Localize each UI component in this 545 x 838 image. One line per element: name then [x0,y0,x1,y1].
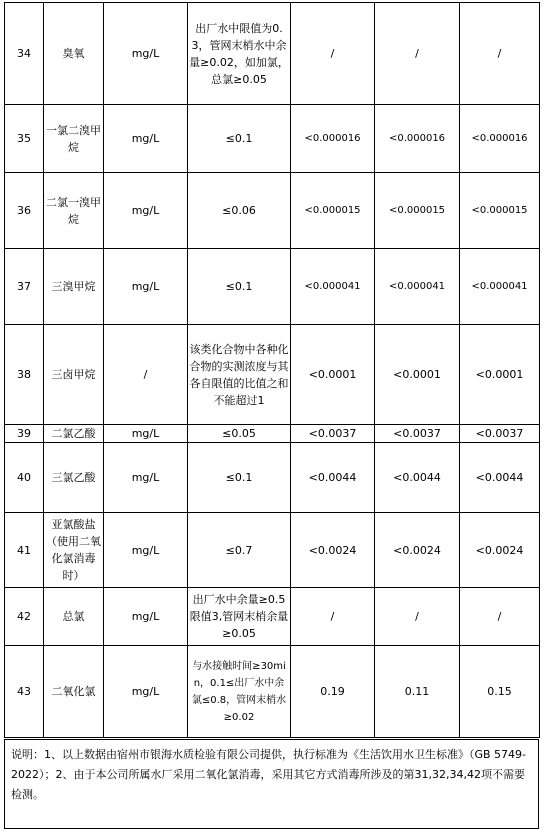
result-1: <0.000015 [291,173,375,249]
unit: mg/L [104,425,188,443]
result-1: / [291,588,375,646]
row-number: 38 [5,325,44,425]
result-2: <0.0044 [375,443,460,513]
item-name: 亚氯酸盐（使用二氧化氯消毒时） [44,513,104,588]
result-1: 0.19 [291,646,375,738]
water-quality-table [4,2,540,738]
table-row [5,588,540,646]
result-2: <0.000041 [375,249,460,325]
result-1: <0.0024 [291,513,375,588]
row-number: 35 [5,105,44,173]
limit-value: 与水接触时间≥30min，0.1≤出厂水中余氯≤0.8，管网末梢水≥0.02 [188,646,291,738]
result-2: <0.0001 [375,325,460,425]
result-3: <0.0001 [460,325,540,425]
result-3: <0.000041 [460,249,540,325]
unit: mg/L [104,588,188,646]
table-row [5,3,540,105]
limit-value: ≤0.1 [188,105,291,173]
row-number: 34 [5,3,44,105]
unit: mg/L [104,173,188,249]
result-3: <0.0024 [460,513,540,588]
row-number: 39 [5,425,44,443]
result-1: / [291,3,375,105]
result-3: <0.0044 [460,443,540,513]
item-name: 二氧化氯 [44,646,104,738]
item-name: 臭氧 [44,3,104,105]
result-2: <0.0024 [375,513,460,588]
result-3: / [460,3,540,105]
table-row [5,249,540,325]
table-row [5,325,540,425]
row-number: 40 [5,443,44,513]
table-row [5,105,540,173]
unit: mg/L [104,3,188,105]
row-number: 43 [5,646,44,738]
item-name: 一氯二溴甲烷 [44,105,104,173]
limit-value: ≤0.05 [188,425,291,443]
item-name: 三卤甲烷 [44,325,104,425]
footnote: 说明：1、以上数据由宿州市银海水质检验有限公司提供，执行标准为《生活饮用水卫生标准》（GB 5749-2022）；2、由于本公司所属水厂采用二氧化氯消毒，采用其它方式消毒所涉及的第31,32,34,42项不需要检测。 [4,739,539,829]
unit: mg/L [104,443,188,513]
unit: mg/L [104,646,188,738]
result-3: / [460,588,540,646]
limit-value: ≤0.7 [188,513,291,588]
row-number: 41 [5,513,44,588]
limit-value: ≤0.06 [188,173,291,249]
unit: mg/L [104,105,188,173]
result-1: <0.0044 [291,443,375,513]
limit-value: 出厂水中限值为0.3，管网末梢水中余量≥0.02，如加氯，总氯≥0.05 [188,3,291,105]
result-2: / [375,588,460,646]
item-name: 总氯 [44,588,104,646]
result-1: <0.000041 [291,249,375,325]
limit-value: 出厂水中余量≥0.5限值3,管网末梢余量≥0.05 [188,588,291,646]
result-3: 0.15 [460,646,540,738]
unit: / [104,325,188,425]
result-2: <0.0037 [375,425,460,443]
result-2: 0.11 [375,646,460,738]
limit-value: ≤0.1 [188,443,291,513]
item-name: 三氯乙酸 [44,443,104,513]
result-3: <0.000015 [460,173,540,249]
table-row [5,646,540,738]
result-2: <0.000015 [375,173,460,249]
result-3: <0.000016 [460,105,540,173]
row-number: 42 [5,588,44,646]
result-1: <0.0001 [291,325,375,425]
unit: mg/L [104,249,188,325]
row-number: 37 [5,249,44,325]
limit-value: 该类化合物中各种化合物的实测浓度与其各自限值的比值之和不能超过1 [188,325,291,425]
item-name: 二氯乙酸 [44,425,104,443]
table-row [5,425,540,443]
limit-value: ≤0.1 [188,249,291,325]
result-1: <0.000016 [291,105,375,173]
table-row [5,443,540,513]
result-2: <0.000016 [375,105,460,173]
row-number: 36 [5,173,44,249]
table-row [5,513,540,588]
unit: mg/L [104,513,188,588]
result-2: / [375,3,460,105]
table-row [5,173,540,249]
item-name: 二氯一溴甲烷 [44,173,104,249]
result-3: <0.0037 [460,425,540,443]
result-1: <0.0037 [291,425,375,443]
item-name: 三溴甲烷 [44,249,104,325]
